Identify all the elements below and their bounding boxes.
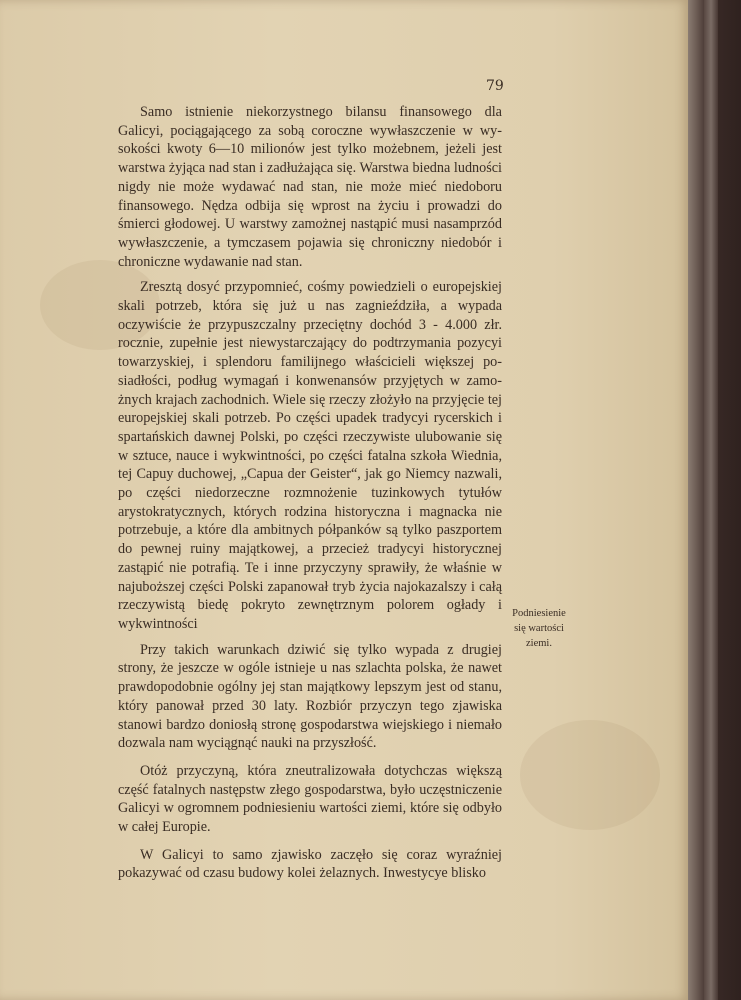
body-text xyxy=(118,103,502,892)
page-number: 79 xyxy=(486,78,504,94)
book-spine-highlight xyxy=(704,0,718,1000)
paragraph: Samo istnienie niekorzystnego bilansu finansowego dla Galicyi, pociągającego za sobą coroczne wywłaszczenie w wysokości kwoty 6—10 milionów jest tylko możebnem, jeżeli jest warstwa żyjąca nad stan i zadłużająca się. Warstwa biedna ludności nigdy nie może wydawać nad stan, nie może mieć niedoboru finansowego. Nędza odbija się wprost na życiu i prowadzi do śmierci głodowej. U warstwy zamożnej nastąpić musi nasamprzód wywłaszczenie, a tymczasem pojawia się chroniczny niedobór i chroniczne wydawanie nad stan. xyxy=(118,104,502,270)
paragraph: Zresztą dosyć przypomnieć, cośmy powiedzieli o europejskiej skali potrzeb, która się już u nas zagnieździła, a wypada oczywiście że przypuszczalny przeciętny dochód 3 - 4.000 złr. rocznie, zupełnie jest niewystarczający do podtrzymania pozycyi towarzyskiej, i splendoru familijnego właścicieli większej posiadłości, podług wymagań i konwenansów przyjętych w zamożnych krajach zachodnich. Wiele się rzeczy złożyło na przyjęcie tej europejskiej skali potrzeb. Po części upadek tradycyi rycerskich i spartańskich dawnej Polski, po części rzeczywiste ulubowanie się w sztuce, nauce i wykwintności, po części fatalna szkoła Wiednia, tej Capuy duchowej, „Capua der Geister“, jak go Niemcy nazwali, po części niedorzeczne rozmnożenie tuzinkowych tytułów arystokratycznych, których rodzina historyczna i magnacka nie potrzebuje, a które dla ambitnych półpanków są tylko paszportem do pewnej ruiny majątkowej, a przecież tradycyi historycznej zastąpić nie potrafią. Te i inne przyczyny sprawiły, że właśnie w najuboższej części Polski zapanował tryb życia najokazalszy i całą rzeczywistą biedę pokryto zewnętrznym polorem ogłady i wykwintności xyxy=(118,279,502,632)
paper-stain xyxy=(520,720,660,830)
marginal-note: Podniesienie się wartości ziemi. xyxy=(512,608,566,649)
paragraph: Otóż przyczyną, która zneutralizowała dotychczas większą część fatalnych następstw złego gospodarstwa, było uczęstniczenie Galicyi w ogromnem podniesieniu wartości ziemi, które się odbyło w całej Europie. xyxy=(118,762,502,836)
paragraph: W Galicyi to samo zjawisko zaczęło się coraz wyraźniej pokazywać od czasu budowy kolei żelaznych. Inwestycye blisko xyxy=(118,846,502,882)
paragraph: Przy takich warunkach dziwić się tylko wypada z drugiej strony, że jeszcze w ogóle istnieje u nas szlachta polska, że nawet prawdopodobnie ogólny jej stan majątkowy lepszym jest od stanu, który panował przed 30 laty. Rozbiór przyczyn tego zjawiska stanowi bardzo doniosłą stronę gospodarstwa wiejskiego i niemało dozwala nam wyciągnąć nauki na przyszłość. xyxy=(118,641,502,752)
